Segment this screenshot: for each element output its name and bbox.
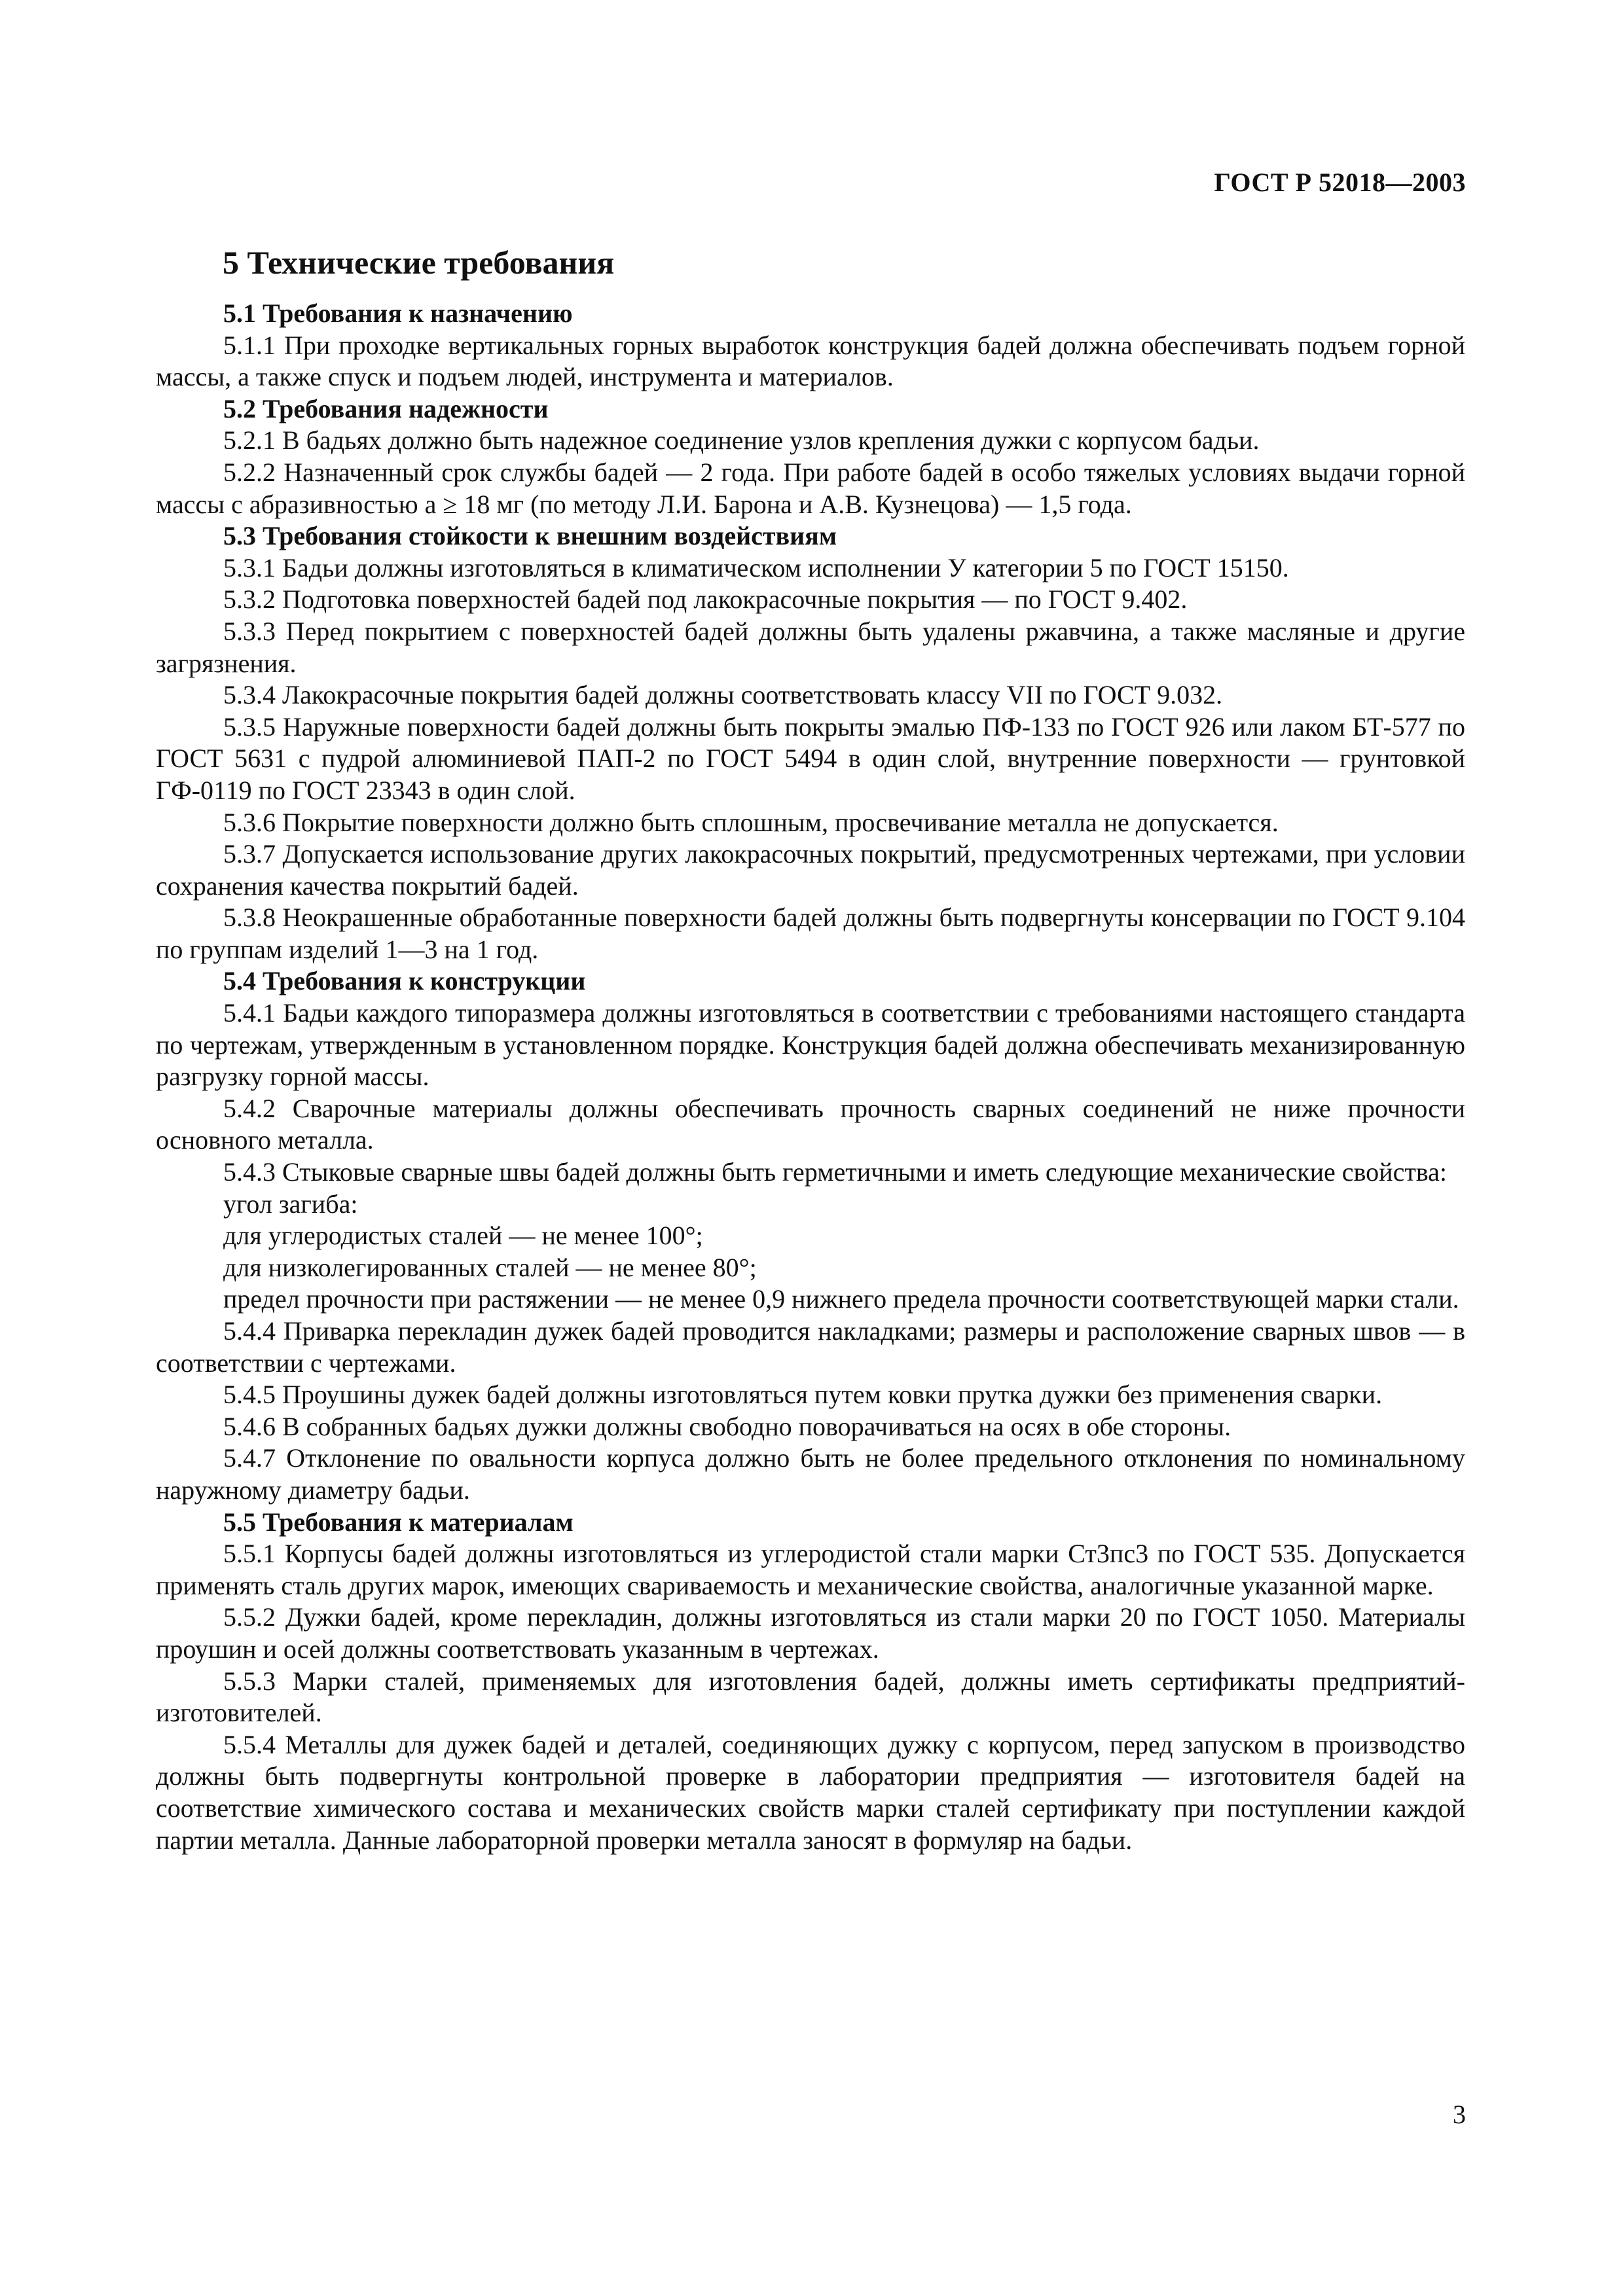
paragraph: 5.3.2 Подготовка поверхностей бадей под лакокрасочные покрытия — по ГОСТ 9.402. [223,584,1188,615]
paragraph: 5.4.4 Приварка перекладин дужек бадей проводится накладками; размеры и расположение сварных швов — в соответствии с чертежами. [156,1316,1465,1378]
section-body [156,298,1465,1856]
paragraph: 5.5.2 Дужки бадей, кроме перекладин, должны изготовляться из стали марки 20 по ГОСТ 1050. Материалы проушин и осей должны соответствовать указанным в чертежах. [156,1602,1465,1664]
subsection-heading: 5.5 Требования к материалам [223,1507,574,1537]
paragraph: 5.4.5 Проушины дужек бадей должны изготовляться путем ковки прутка дужки без применения сварки. [223,1380,1383,1410]
paragraph: 5.3.1 Бадьи должны изготовляться в климатическом исполнении У категории 5 по ГОСТ 15150. [223,552,1289,583]
list-item: для низколегированных сталей — не менее 80°; [223,1252,757,1282]
paragraph: 5.4.1 Бадьи каждого типоразмера должны изготовляться в соответствии с требованиями настоящего стандарта по чертежам, утвержденным в установленном порядке. Конструкция бадей должна обеспечивать механизированную разгрузку горной массы. [156,998,1465,1092]
paragraph: 5.3.6 Покрытие поверхности должно быть сплошным, просвечивание металла не допускается. [223,807,1279,837]
paragraph: 5.3.4 Лакокрасочные покрытия бадей должны соответствовать классу VII по ГОСТ 9.032. [223,680,1223,710]
subsection-heading: 5.4 Требования к конструкции [223,966,586,996]
paragraph: 5.3.7 Допускается использование других лакокрасочных покрытий, предусмотренных чертежами, при условии сохранения качества покрытий бадей. [156,839,1465,901]
paragraph: 5.3.5 Наружные поверхности бадей должны быть покрыты эмалью ПФ-133 по ГОСТ 926 или лаком БТ-577 по ГОСТ 5631 с пудрой алюминиевой ПАП-2 по ГОСТ 5494 в один слой, внутренние поверхности — грунтовкой ГФ-0119 по ГОСТ 23343 в один слой. [156,711,1465,805]
document-code: ГОСТ Р 52018—2003 [1214,168,1466,197]
page-number: 3 [1453,2100,1466,2129]
paragraph: 5.3.3 Перед покрытием с поверхностей бадей должны быть удалены ржавчина, а также масляные и другие загрязнения. [156,616,1465,678]
paragraph: 5.4.7 Отклонение по овальности корпуса должно быть не более предельного отклонения по номинальному наружному диаметру бадьи. [156,1443,1465,1505]
paragraph: 5.4.3 Стыковые сварные швы бадей должны быть герметичными и иметь следующие механические свойства: [223,1157,1448,1187]
list-item: для углеродистых сталей — не менее 100°; [223,1221,703,1251]
paragraph: 5.5.3 Марки сталей, применяемых для изготовления бадей, должны иметь сертификаты предприятий-изготовителей. [156,1666,1465,1728]
paragraph: 5.2.2 Назначенный срок службы бадей — 2 года. При работе бадей в особо тяжелых условиях выдачи горной массы с абразивностью a ≥ 18 мг (по методу Л.И. Барона и А.В. Кузнецова) — 1,5 года. [156,457,1465,519]
paragraph: 5.3.8 Неокрашенные обработанные поверхности бадей должны быть подвергнуты консервации по ГОСТ 9.104 по группам изделий 1—3 на 1 год. [156,903,1465,964]
list-item: угол загиба: [223,1189,358,1219]
paragraph: 5.4.6 В собранных бадьях дужки должны свободно поворачиваться на осях в обе стороны. [223,1411,1231,1441]
paragraph: 5.2.1 В бадьях должно быть надежное соединение узлов крепления дужки с корпусом бадьи. [223,425,1260,456]
subsection-heading: 5.2 Требования надежности [223,393,549,423]
paragraph: 5.5.4 Металлы для дужек бадей и деталей, соединяющих дужку с корпусом, перед запуском в производство должны быть подвергнуты контрольной проверке в лаборатории предприятия — изготовителя бадей на соответствие химического состава и механических свойств марки сталей сертификату при поступлении каждой партии металла. Данные лабораторной проверки металла заносят в формуляр на бадьи. [156,1729,1465,1855]
section-title: 5 Технические требования [223,244,615,281]
subsection-heading: 5.3 Требования стойкости к внешним воздействиям [223,521,837,551]
list-item: предел прочности при растяжении — не менее 0,9 нижнего предела прочности соответствующей марки стали. [223,1284,1459,1314]
paragraph: 5.1.1 При проходке вертикальных горных выработок конструкция бадей должна обеспечивать подъем горной массы, а также спуск и подъем людей, инструмента и материалов. [156,330,1465,392]
paragraph: 5.4.2 Сварочные материалы должны обеспечивать прочность сварных соединений не ниже прочности основного металла. [156,1093,1465,1155]
subsection-heading: 5.1 Требования к назначению [223,298,573,328]
paragraph: 5.5.1 Корпусы бадей должны изготовляться из углеродистой стали марки Ст3пс3 по ГОСТ 535. Допускается применять сталь других марок, имеющих свариваемость и механические свойства, аналогичные указанной марке. [156,1539,1465,1600]
